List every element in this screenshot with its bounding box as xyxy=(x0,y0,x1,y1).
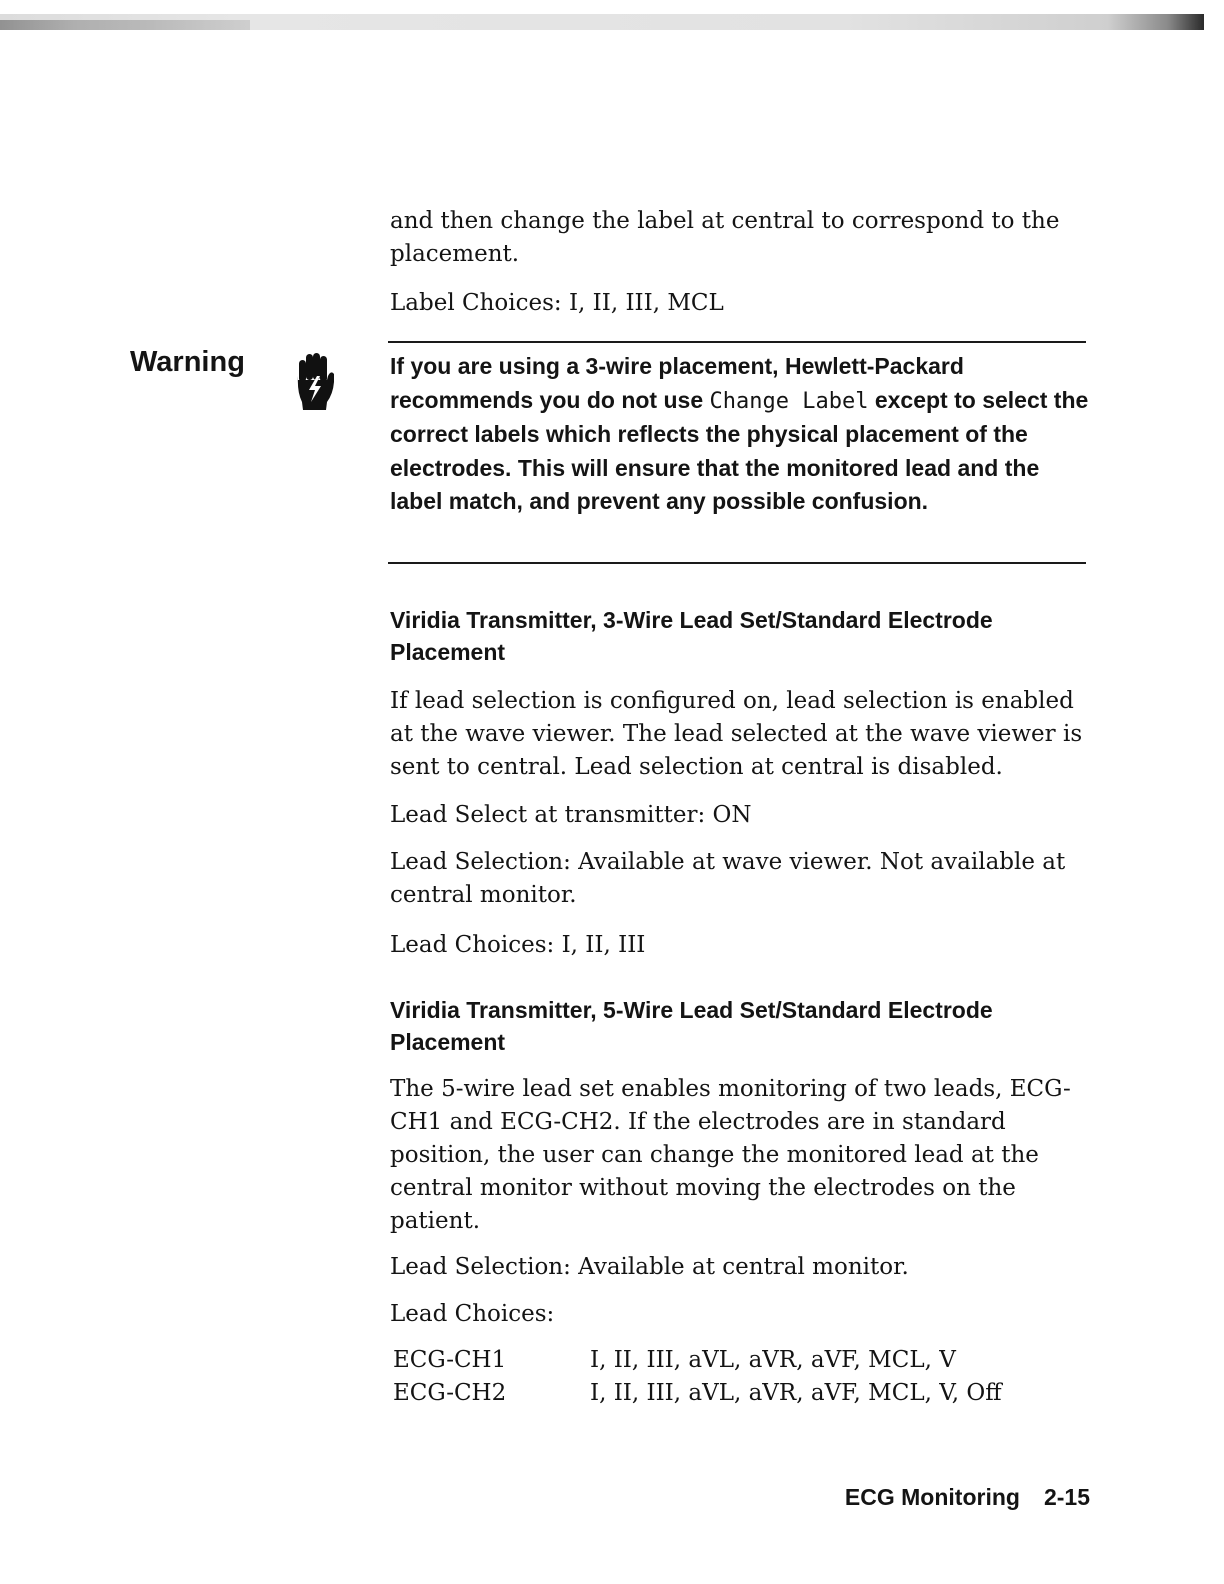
lead-choices-table xyxy=(393,1344,1002,1410)
paragraph-3wire: If lead selection is configured on, lead selection is enabled at the wave viewer. The lead selected at the wave viewer is sent to central. Lead selection at central is disabled. xyxy=(390,688,1083,780)
lead-select-transmitter: Lead Select at transmitter: ON xyxy=(390,802,752,828)
warning-top-rule xyxy=(388,341,1086,343)
warning-text-part1: If you are using a 3-wire placement, Hewlett-Packard recommends you do not use xyxy=(390,353,964,413)
warning-bottom-rule xyxy=(388,562,1086,564)
intro-paragraph: and then change the label at central to correspond to the placement. xyxy=(390,208,1060,267)
channel-name: ECG-CH1 xyxy=(393,1347,507,1373)
channel-name: ECG-CH2 xyxy=(393,1380,507,1406)
warning-label: Warning xyxy=(130,346,245,378)
paragraph-5wire: The 5-wire lead set enables monitoring of two leads, ECG-CH1 and ECG-CH2. If the electrodes are in standard position, the user can change the monitored lead at the central monitor without moving the electrodes on the patient. xyxy=(390,1076,1071,1234)
label-choices: Label Choices: I, II, III, MCL xyxy=(390,290,724,316)
lead-row-ch2 xyxy=(393,1377,1002,1410)
section-heading-3wire: Viridia Transmitter, 3-Wire Lead Set/Standard Electrode Placement xyxy=(390,607,993,665)
warning-text xyxy=(390,350,1090,519)
warning-text-part2: except to select the correct labels which reflects the physical placement of the electrodes. This will ensure that the monitored lead and the label match, and prevent any possible confusion. xyxy=(390,386,1089,514)
lead-row-ch1 xyxy=(393,1344,1002,1377)
page-number: 2-15 xyxy=(1043,1484,1090,1510)
change-label-command: Change Label xyxy=(709,388,869,414)
channel-choices: I, II, III, aVL, aVR, aVF, MCL, V, Off xyxy=(590,1380,1002,1406)
hand-stop-icon xyxy=(293,352,337,412)
footer-section-title: ECG Monitoring xyxy=(844,1484,1020,1510)
lead-choices-3wire: Lead Choices: I, II, III xyxy=(390,932,646,958)
lead-selection-5wire: Lead Selection: Available at central monitor. xyxy=(390,1254,909,1280)
channel-choices: I, II, III, aVL, aVR, aVF, MCL, V xyxy=(590,1347,956,1373)
lead-selection-3wire: Lead Selection: Available at wave viewer. Not available at central monitor. xyxy=(390,849,1066,908)
page-footer xyxy=(845,1484,1090,1511)
lead-choices-label-5wire: Lead Choices: xyxy=(390,1301,555,1327)
section-heading-5wire: Viridia Transmitter, 5-Wire Lead Set/Standard Electrode Placement xyxy=(390,997,993,1055)
scan-edge-bar xyxy=(0,14,1204,30)
